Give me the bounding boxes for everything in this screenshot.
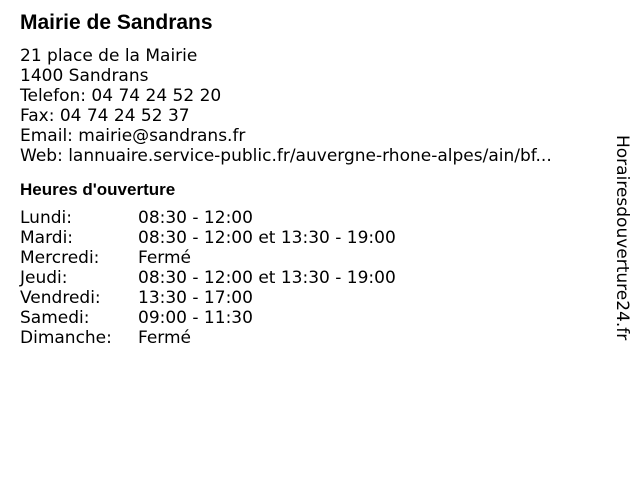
day-label: Vendredi: [20, 288, 101, 308]
business-card [20, 10, 600, 348]
hours-row-mercredi [20, 248, 600, 268]
web-line: Web: lannuaire.service-public.fr/auvergne-rhone-alpes/ain/bf... [20, 146, 552, 166]
hours-row-jeudi [20, 268, 600, 288]
day-label: Dimanche: [20, 328, 112, 348]
address-line-1: 21 place de la Mairie [20, 46, 198, 66]
address-line-2: 1400 Sandrans [20, 66, 149, 86]
fax-line: Fax: 04 74 24 52 37 [20, 106, 190, 126]
hours-row-vendredi [20, 288, 600, 308]
email-line: Email: mairie@sandrans.fr [20, 126, 246, 146]
hours-row-mardi [20, 228, 600, 248]
time-value: 08:30 - 12:00 [138, 208, 253, 228]
time-value: 13:30 - 17:00 [138, 288, 253, 308]
day-label: Samedi: [20, 308, 90, 328]
time-value: Fermé [138, 248, 192, 268]
time-value: 08:30 - 12:00 et 13:30 - 19:00 [138, 228, 396, 248]
time-value: Fermé [138, 328, 192, 348]
time-value: 09:00 - 11:30 [138, 308, 253, 328]
day-label: Lundi: [20, 208, 72, 228]
day-label: Mardi: [20, 228, 74, 248]
day-label: Jeudi: [20, 268, 68, 288]
hours-table [20, 208, 600, 348]
hours-row-lundi [20, 208, 600, 228]
phone-line: Telefon: 04 74 24 52 20 [20, 86, 222, 106]
day-label: Mercredi: [20, 248, 100, 268]
hours-row-samedi [20, 308, 600, 328]
time-value: 08:30 - 12:00 et 13:30 - 19:00 [138, 268, 396, 288]
page-title: Mairie de Sandrans [20, 11, 213, 34]
contact-block [20, 46, 600, 166]
hours-row-dimanche [20, 328, 600, 348]
site-watermark: Horairesdouverture24.fr [612, 135, 632, 341]
hours-heading: Heures d'ouverture [20, 180, 176, 199]
